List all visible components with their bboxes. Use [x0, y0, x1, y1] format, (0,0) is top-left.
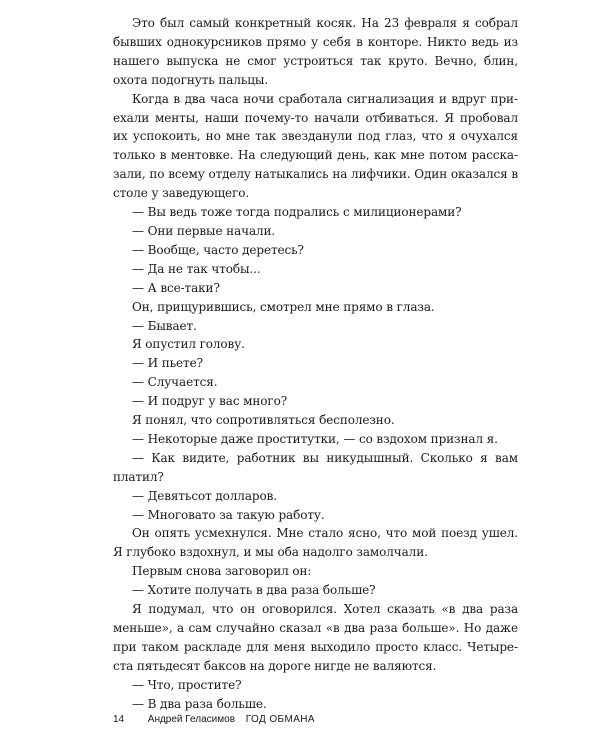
page-body	[113, 14, 518, 714]
dialogue-line: — Вы ведь тоже тогда подрались с милиционерами?	[132, 205, 462, 220]
dialogue-line: — И подруг у вас много?	[132, 394, 288, 409]
page-footer	[113, 714, 315, 725]
dialogue-line: — Бывает.	[132, 318, 197, 333]
paragraph: Он опять усмехнулся. Мне стало ясно, что мой поезд ушел. Я глубоко вздохнул, и мы оба надолго замолчали.	[113, 526, 518, 560]
paragraph: Первым снова заговорил он:	[132, 564, 312, 579]
dialogue-line: — Они первые начали.	[132, 223, 276, 238]
dialogue-line: — Девятьсот долларов.	[132, 488, 277, 503]
book-title: ГОД ОБМАНА	[245, 714, 315, 725]
dialogue-line: — Как видите, работник вы никудышный. Сколько я вам платил?	[113, 450, 518, 484]
paragraph: Это был самый конкретный косяк. На 23 февраля я собрал бывших однокурсников прямо у себя в конторе. Никто ведь из нашего выпуска не смог устроиться так круто. Вечно, блин, охота подогнуть пальцы.	[113, 16, 518, 87]
dialogue-line: — Что, простите?	[132, 677, 242, 692]
dialogue-line: — Случается.	[132, 375, 218, 390]
author-name: Андрей Геласимов	[147, 714, 236, 725]
dialogue-line: — Вообще, часто деретесь?	[132, 242, 304, 257]
page-number: 14	[113, 714, 125, 725]
paragraph: Я подумал, что он оговорился. Хотел сказать «в два раза меньше», а сам случайно сказал «в два раза больше». Но даже при таком раскладе для меня выходило просто класс. Четыреста пятьдесят баксов на дороге нигде не валяются.	[113, 602, 518, 673]
dialogue-line: — Многовато за такую работу.	[132, 507, 325, 522]
dialogue-line: — Хотите получать в два раза больше?	[132, 583, 376, 598]
paragraph: Он, прищурившись, смотрел мне прямо в глаза.	[132, 299, 435, 314]
paragraph: Я понял, что сопротивляться бесполезно.	[132, 413, 395, 428]
dialogue-line: — И пьете?	[132, 356, 203, 371]
dialogue-line: — А все-таки?	[132, 280, 220, 295]
dialogue-line: — Да не так чтобы...	[132, 261, 261, 276]
dialogue-line: — Некоторые даже проститутки, — со вздохом признал я.	[132, 431, 498, 446]
dialogue-line: — В два раза больше.	[132, 696, 267, 711]
paragraph: Когда в два часа ночи сработала сигнализация и вдруг приехали менты, наши почему-то начали отбиваться. Я пробовал их успокоить, но мне так звезданули под глаз, что я очухался только в ментовке. На следующий день, как мне потом рассказали, по всему отделу натыкались на лифчики. Один оказался в столе у заведующего.	[113, 91, 518, 201]
paragraph: Я опустил голову.	[132, 337, 245, 352]
